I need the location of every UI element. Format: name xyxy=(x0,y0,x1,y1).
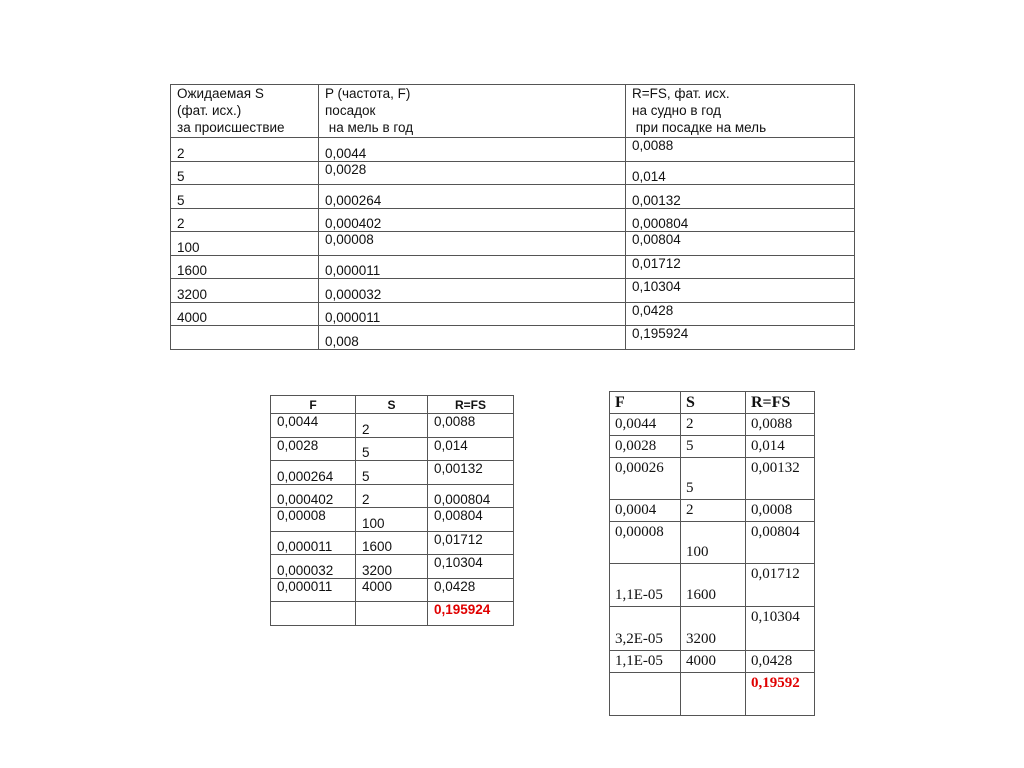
table-cell xyxy=(681,673,746,716)
table-cell: 0,000402 xyxy=(319,208,626,232)
table-cell: 0,00026 xyxy=(610,458,681,500)
table-cell: 0,00008 xyxy=(610,522,681,564)
table-cell: 0,00008 xyxy=(271,508,356,532)
header-row xyxy=(171,85,855,138)
table-row xyxy=(171,138,855,162)
table-cell: 1,1E-05 xyxy=(610,651,681,673)
table-row xyxy=(610,673,815,716)
table-row xyxy=(171,208,855,232)
table-row xyxy=(610,500,815,522)
table-cell: 3200 xyxy=(681,607,746,651)
table-row xyxy=(171,232,855,256)
table-row xyxy=(610,564,815,607)
table-cell: 5 xyxy=(171,185,319,209)
total-cell: 0,195924 xyxy=(428,602,514,626)
table-row xyxy=(271,414,514,438)
table-cell: 0,014 xyxy=(626,161,855,185)
table-cell: 0,000032 xyxy=(271,555,356,579)
table-cell: 0,10304 xyxy=(746,607,815,651)
table-cell: 0,00132 xyxy=(428,461,514,485)
table-cell: 0,014 xyxy=(746,436,815,458)
table-row xyxy=(271,578,514,602)
table-cell xyxy=(356,602,428,626)
table-row xyxy=(271,531,514,555)
table-cell: 4000 xyxy=(356,578,428,602)
table-cell: 5 xyxy=(681,436,746,458)
table-cell: 5 xyxy=(356,437,428,461)
table-cell: 0,10304 xyxy=(626,279,855,303)
table-cell: 0,000804 xyxy=(428,484,514,508)
table-cell: 1600 xyxy=(171,255,319,279)
table-cell: 0,0088 xyxy=(428,414,514,438)
table-cell: 0,000264 xyxy=(271,461,356,485)
table-cell: 0,0028 xyxy=(271,437,356,461)
table-cell: 0,0044 xyxy=(319,138,626,162)
header-row xyxy=(610,392,815,414)
column-header: S xyxy=(356,396,428,414)
table-cell: 0,0008 xyxy=(746,500,815,522)
table-cell: 0,01712 xyxy=(746,564,815,607)
table-cell: 2 xyxy=(681,500,746,522)
table-cell: 4000 xyxy=(171,302,319,326)
serif-risk-table xyxy=(609,391,815,716)
table-cell: 0,0428 xyxy=(626,302,855,326)
table-cell: 1600 xyxy=(681,564,746,607)
table-cell: 0,000011 xyxy=(271,531,356,555)
table-cell xyxy=(171,326,319,350)
column-header: P (частота, F) посадок на мель в год xyxy=(319,85,626,138)
table-cell: 0,0028 xyxy=(610,436,681,458)
table-cell xyxy=(610,673,681,716)
table-cell: 0,00804 xyxy=(428,508,514,532)
table-cell: 0,0088 xyxy=(746,414,815,436)
table-cell: 0,000011 xyxy=(271,578,356,602)
table-cell: 5 xyxy=(356,461,428,485)
table-cell: 100 xyxy=(171,232,319,256)
column-header: R=FS, фат. исх. на судно в год при посадке на мель xyxy=(626,85,855,138)
table-cell: 0,000264 xyxy=(319,185,626,209)
table-cell: 100 xyxy=(681,522,746,564)
table-cell: 0,000804 xyxy=(626,208,855,232)
table-cell: 0,00132 xyxy=(746,458,815,500)
column-header: S xyxy=(681,392,746,414)
column-header: R=FS xyxy=(746,392,815,414)
column-header: F xyxy=(610,392,681,414)
header-row xyxy=(271,396,514,414)
table-cell: 0,0088 xyxy=(626,138,855,162)
total-cell: 0,195924 xyxy=(626,326,855,350)
table-row xyxy=(171,255,855,279)
table-cell: 0,10304 xyxy=(428,555,514,579)
table-row xyxy=(171,326,855,350)
main-risk-table xyxy=(170,84,855,350)
table-cell: 0,00008 xyxy=(319,232,626,256)
table-cell: 0,0044 xyxy=(271,414,356,438)
table-cell: 100 xyxy=(356,508,428,532)
table-cell: 5 xyxy=(171,161,319,185)
table-cell: 0,000402 xyxy=(271,484,356,508)
table-cell: 2 xyxy=(681,414,746,436)
table-cell: 4000 xyxy=(681,651,746,673)
table-row xyxy=(610,436,815,458)
table-cell: 0,01712 xyxy=(428,531,514,555)
table-cell: 0,000011 xyxy=(319,255,626,279)
sans-risk-table xyxy=(270,395,514,626)
table-cell: 2 xyxy=(356,414,428,438)
table-row xyxy=(171,302,855,326)
table-cell: 0,00804 xyxy=(746,522,815,564)
table-cell: 0,000032 xyxy=(319,279,626,303)
table-cell: 2 xyxy=(171,138,319,162)
table-row xyxy=(271,461,514,485)
table-cell: 0,008 xyxy=(319,326,626,350)
table-row xyxy=(271,602,514,626)
table-row xyxy=(271,484,514,508)
table-row xyxy=(171,279,855,303)
column-header: F xyxy=(271,396,356,414)
table-row xyxy=(610,414,815,436)
table-cell: 3,2E-05 xyxy=(610,607,681,651)
table-cell: 2 xyxy=(171,208,319,232)
table-row xyxy=(171,185,855,209)
total-cell: 0,19592 xyxy=(746,673,815,716)
table-cell: 0,0044 xyxy=(610,414,681,436)
table-cell: 0,0028 xyxy=(319,161,626,185)
table-row xyxy=(171,161,855,185)
table-row xyxy=(271,508,514,532)
table-cell: 3200 xyxy=(171,279,319,303)
table-row xyxy=(271,555,514,579)
table-row xyxy=(271,437,514,461)
table-cell: 1600 xyxy=(356,531,428,555)
table-cell: 0,014 xyxy=(428,437,514,461)
table-cell: 0,01712 xyxy=(626,255,855,279)
column-header: Ожидаемая S (фат. исх.) за происшествие xyxy=(171,85,319,138)
table-cell: 0,0004 xyxy=(610,500,681,522)
table-row xyxy=(610,522,815,564)
table-cell: 3200 xyxy=(356,555,428,579)
table-cell: 1,1E-05 xyxy=(610,564,681,607)
table-cell: 0,0428 xyxy=(428,578,514,602)
table-cell: 2 xyxy=(356,484,428,508)
table-row xyxy=(610,458,815,500)
table-cell: 0,0428 xyxy=(746,651,815,673)
table-cell xyxy=(271,602,356,626)
table-cell: 0,00132 xyxy=(626,185,855,209)
column-header: R=FS xyxy=(428,396,514,414)
table-row xyxy=(610,651,815,673)
table-cell: 5 xyxy=(681,458,746,500)
table-cell: 0,000011 xyxy=(319,302,626,326)
table-row xyxy=(610,607,815,651)
table-cell: 0,00804 xyxy=(626,232,855,256)
